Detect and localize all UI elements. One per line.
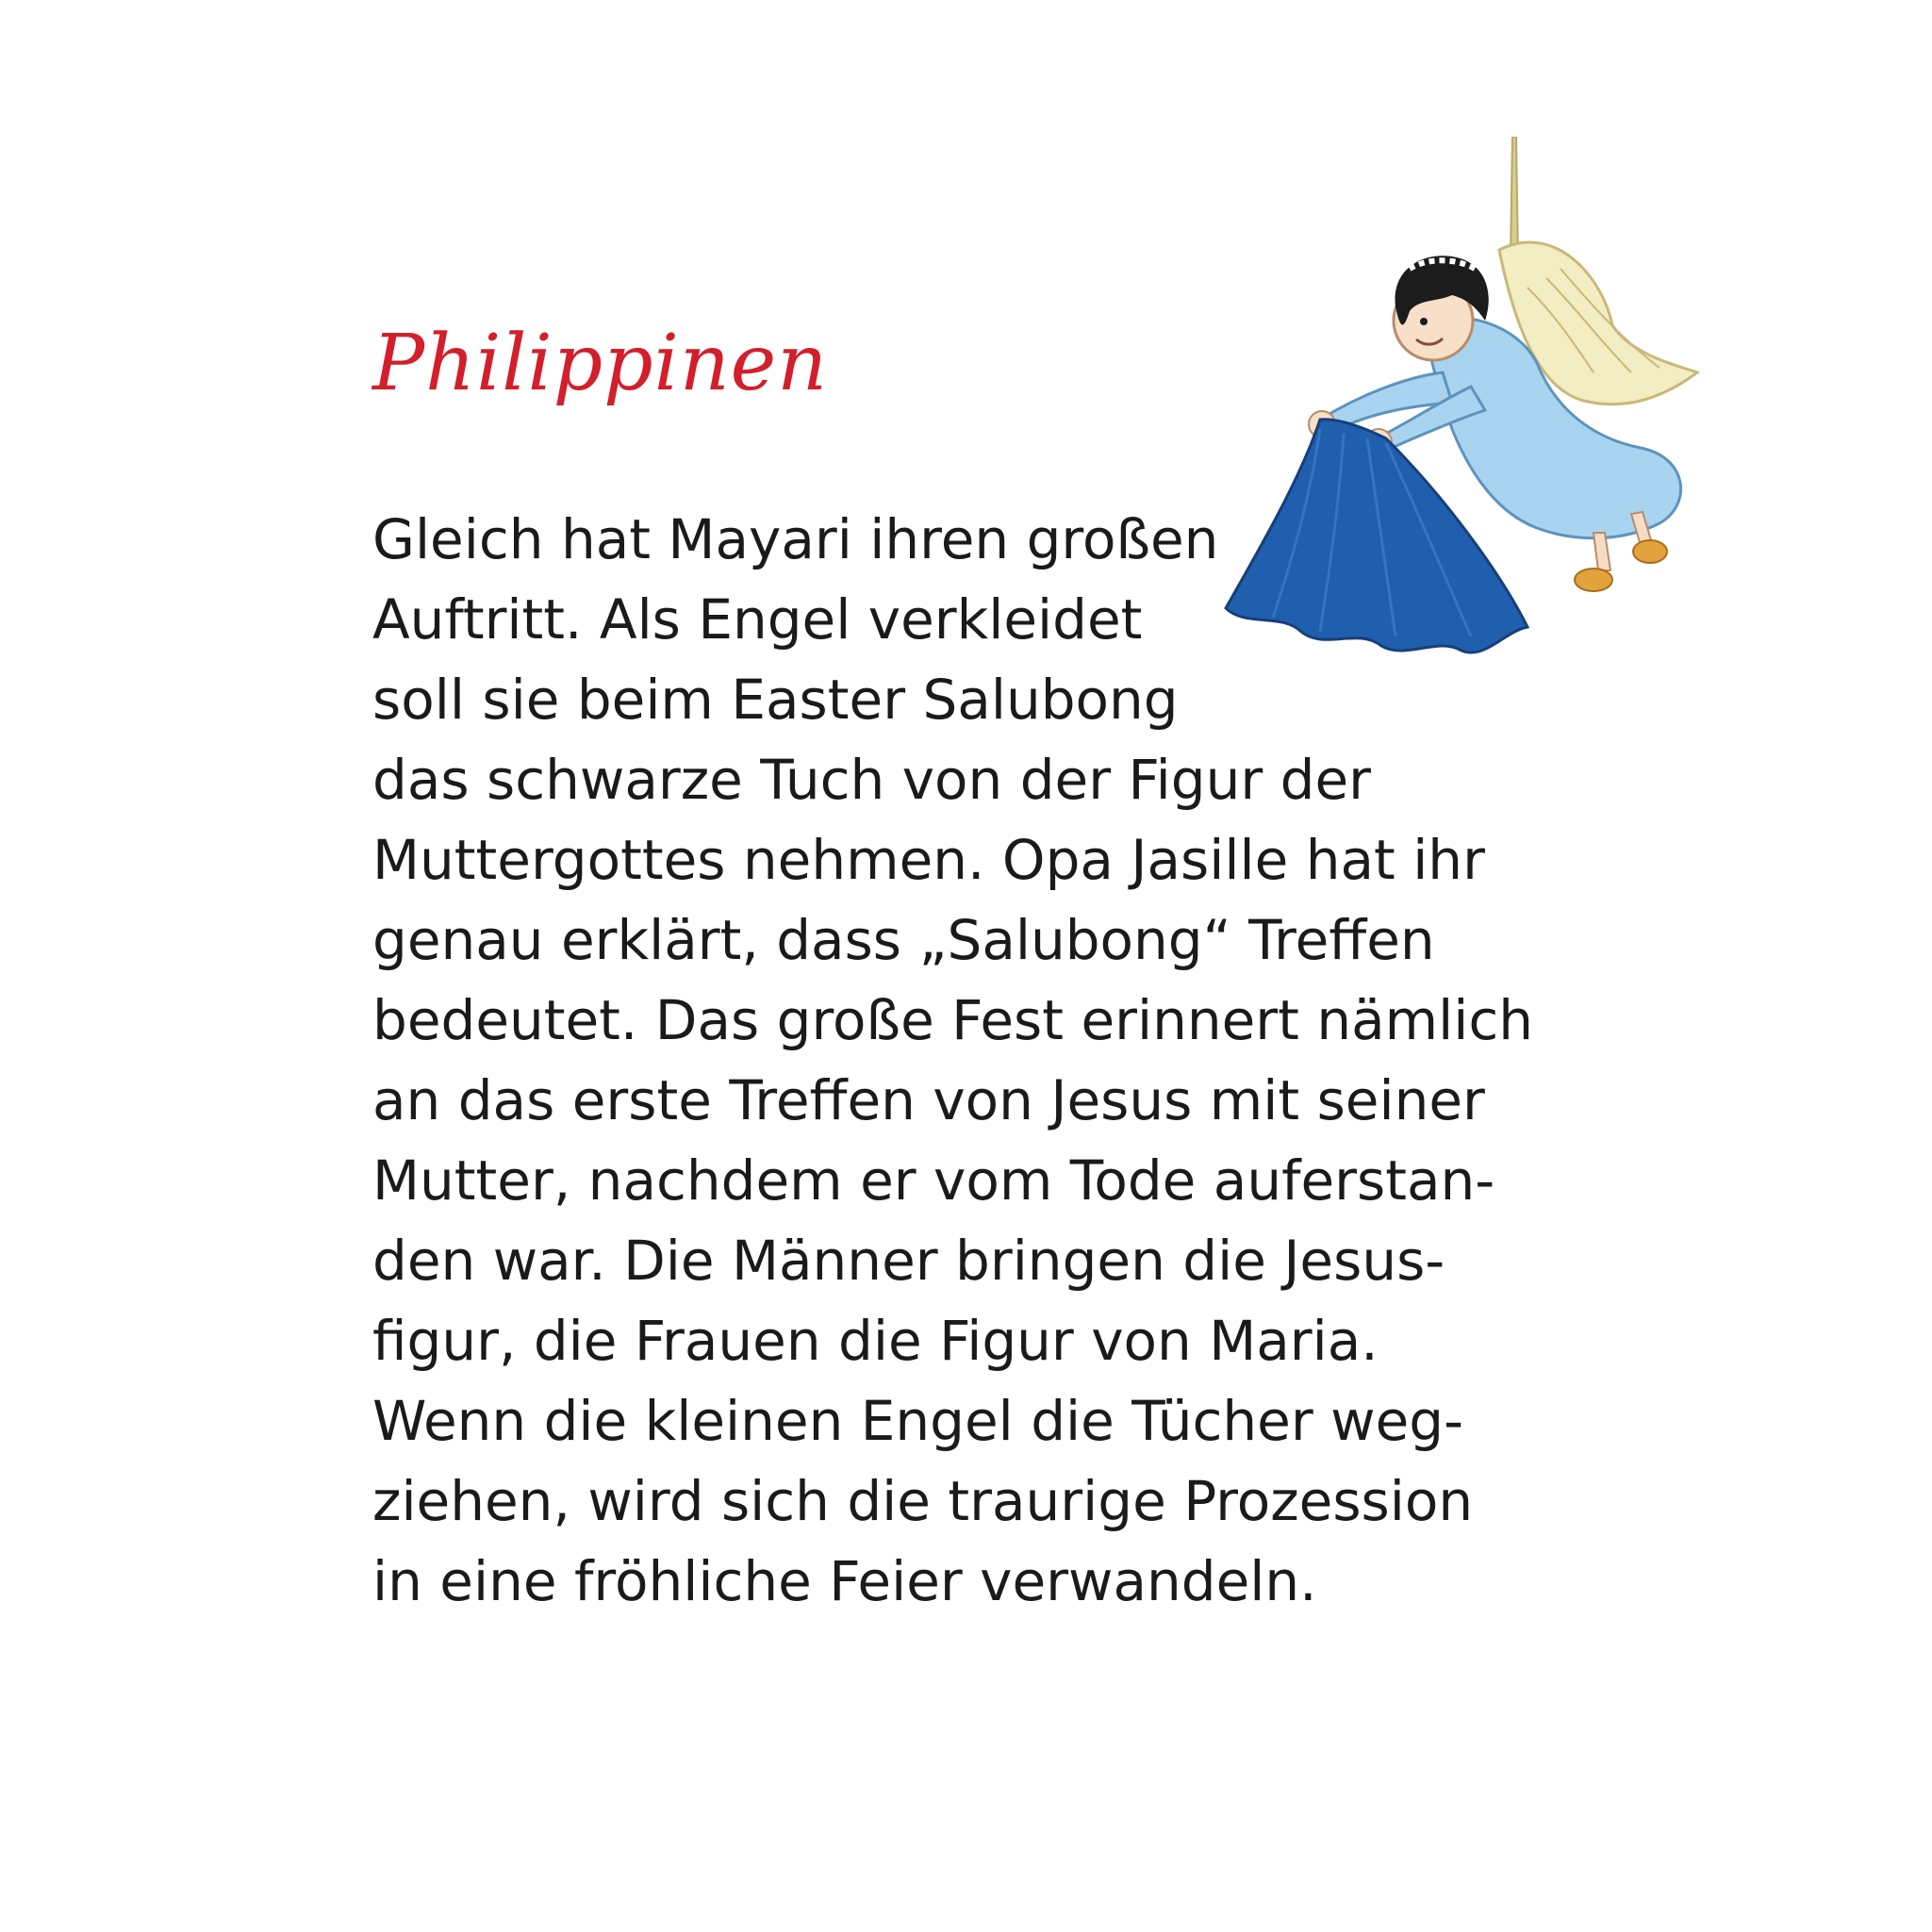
story-line: bedeutet. Das große Fest erinnert nämlich: [372, 988, 1533, 1052]
story-line: den war. Die Männer bringen die Jesus-: [372, 1229, 1445, 1293]
story-line: figur, die Frauen die Figur von Maria.: [372, 1309, 1379, 1373]
shoe: [1633, 540, 1667, 563]
story-line: Wenn die kleinen Engel die Tücher weg-: [372, 1389, 1463, 1453]
shoe: [1575, 569, 1612, 591]
story-line: genau erklärt, dass „Salubong“ Treffen: [372, 908, 1435, 972]
story-line: Gleich hat Mayari ihren großen: [372, 507, 1219, 571]
rope: [1511, 137, 1518, 259]
page-title: Philippinen: [372, 319, 829, 408]
story-line: Muttergottes nehmen. Opa Jasille hat ihr: [372, 828, 1485, 892]
story-line: an das erste Treffen von Jesus mit seiner: [372, 1068, 1485, 1132]
hanging-angel-icon: [1216, 137, 1707, 721]
story-line: in eine fröhliche Feier verwandeln.: [372, 1549, 1317, 1613]
story-line: Mutter, nachdem er vom Tode auferstan-: [372, 1148, 1495, 1213]
story-line: Auftritt. Als Engel verkleidet: [372, 587, 1143, 652]
story-line: ziehen, wird sich die traurige Prozession: [372, 1469, 1474, 1533]
story-line: soll sie beim Easter Salubong: [372, 668, 1179, 732]
story-line: das schwarze Tuch von der Figur der: [372, 748, 1371, 812]
